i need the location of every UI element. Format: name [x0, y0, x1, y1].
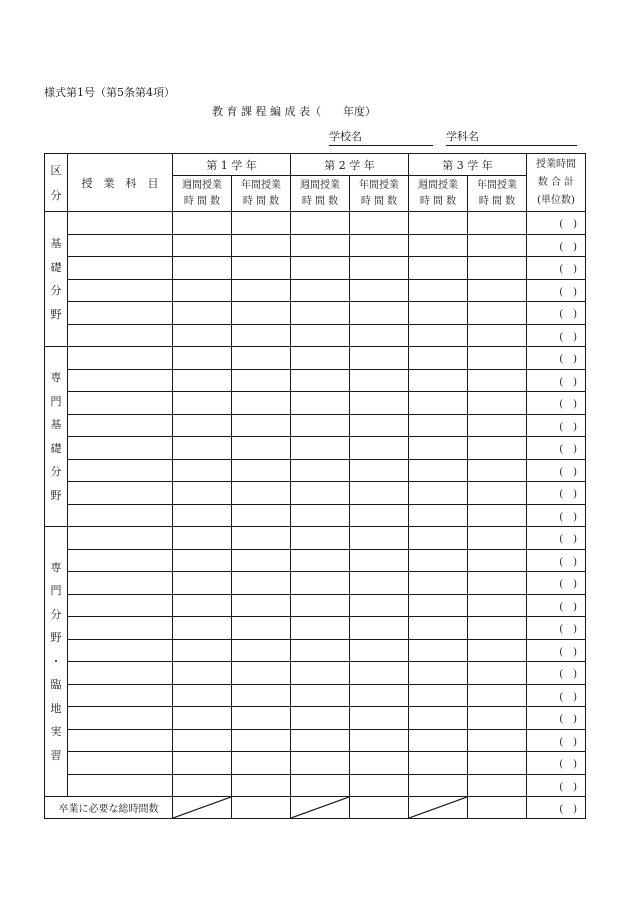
hours-cell[interactable] [173, 594, 232, 617]
hours-cell[interactable] [291, 527, 350, 550]
hours-cell[interactable] [173, 639, 232, 662]
hours-cell[interactable] [232, 212, 291, 235]
table-row [45, 774, 586, 797]
subject-cell[interactable] [68, 369, 173, 392]
subject-cell[interactable] [68, 212, 173, 235]
header-year-1: 第 1 学 年 [173, 154, 291, 176]
hours-cell[interactable] [468, 729, 527, 752]
table-row [45, 527, 586, 550]
hours-cell[interactable] [173, 324, 232, 347]
hours-cell[interactable] [468, 752, 527, 775]
hours-cell[interactable] [350, 707, 409, 730]
hours-cell[interactable] [468, 639, 527, 662]
total-units-cell[interactable]: ( ) [527, 482, 586, 505]
subject-cell[interactable] [68, 279, 173, 302]
hours-cell[interactable] [409, 212, 468, 235]
document-title: 教 育 課 程 編 成 表（ 年度） [212, 105, 376, 118]
total-units-cell[interactable]: ( ) [527, 752, 586, 775]
hours-cell[interactable] [409, 482, 468, 505]
hours-cell[interactable] [409, 257, 468, 280]
subject-cell[interactable] [68, 257, 173, 280]
header-weekly-hours: 週間授業 時 間 数 [173, 176, 232, 212]
hours-cell[interactable] [291, 347, 350, 370]
hours-cell[interactable] [232, 279, 291, 302]
hours-cell[interactable] [291, 594, 350, 617]
subject-cell[interactable] [68, 414, 173, 437]
subject-cell[interactable] [68, 572, 173, 595]
hours-cell[interactable] [291, 392, 350, 415]
hours-cell[interactable] [173, 617, 232, 640]
hours-cell[interactable] [468, 392, 527, 415]
hours-cell[interactable] [350, 414, 409, 437]
table-row [45, 302, 586, 325]
total-units-cell[interactable]: ( ) [527, 212, 586, 235]
subject-cell[interactable] [68, 347, 173, 370]
hours-cell[interactable] [291, 752, 350, 775]
subject-cell[interactable] [68, 594, 173, 617]
hours-cell[interactable] [173, 437, 232, 460]
hours-cell[interactable] [409, 617, 468, 640]
annual-hours-total-cell[interactable] [232, 797, 291, 819]
hours-cell[interactable] [173, 414, 232, 437]
hours-cell[interactable] [468, 279, 527, 302]
subject-cell[interactable] [68, 752, 173, 775]
total-units-cell[interactable]: ( ) [527, 774, 586, 797]
table-row [45, 212, 586, 235]
hours-cell[interactable] [350, 617, 409, 640]
subject-cell[interactable] [68, 662, 173, 685]
hours-cell[interactable] [468, 302, 527, 325]
table-row [45, 369, 586, 392]
hours-cell[interactable] [291, 572, 350, 595]
hours-cell[interactable] [350, 279, 409, 302]
hours-cell[interactable] [409, 684, 468, 707]
subject-cell[interactable] [68, 729, 173, 752]
hours-cell[interactable] [468, 572, 527, 595]
graduation-units-cell[interactable]: ( ) [527, 797, 586, 819]
hours-cell[interactable] [350, 302, 409, 325]
hours-cell[interactable] [350, 324, 409, 347]
table-row [45, 684, 586, 707]
hours-cell[interactable] [350, 774, 409, 797]
hours-cell[interactable] [468, 414, 527, 437]
header-weekly-hours: 週間授業 時 間 数 [291, 176, 350, 212]
hours-cell[interactable] [468, 212, 527, 235]
hours-cell[interactable] [409, 504, 468, 527]
total-units-cell[interactable]: ( ) [527, 324, 586, 347]
hours-cell[interactable] [173, 549, 232, 572]
table-row [45, 257, 586, 280]
hours-cell[interactable] [291, 504, 350, 527]
hours-cell[interactable] [409, 774, 468, 797]
table-row [45, 437, 586, 460]
hours-cell[interactable] [350, 392, 409, 415]
total-units-cell[interactable]: ( ) [527, 617, 586, 640]
table-row [45, 279, 586, 302]
subject-cell[interactable] [68, 302, 173, 325]
subject-cell[interactable] [68, 617, 173, 640]
hours-cell[interactable] [291, 257, 350, 280]
subject-cell[interactable] [68, 707, 173, 730]
hours-cell[interactable] [468, 234, 527, 257]
hours-cell[interactable] [232, 459, 291, 482]
hours-cell[interactable] [291, 437, 350, 460]
total-units-cell[interactable]: ( ) [527, 639, 586, 662]
department-name-field[interactable]: 学科名 [446, 130, 577, 146]
table-row [45, 459, 586, 482]
curriculum-table [44, 153, 586, 819]
subject-cell[interactable] [68, 504, 173, 527]
hours-cell[interactable] [350, 212, 409, 235]
hours-cell[interactable] [173, 482, 232, 505]
hours-cell[interactable] [173, 234, 232, 257]
table-row [45, 639, 586, 662]
hours-cell[interactable] [173, 279, 232, 302]
table-row [45, 414, 586, 437]
total-units-cell[interactable]: ( ) [527, 662, 586, 685]
hours-cell[interactable] [232, 572, 291, 595]
hours-cell[interactable] [232, 504, 291, 527]
hours-cell[interactable] [232, 324, 291, 347]
diagonal-slash-cell [173, 797, 232, 819]
annual-hours-total-cell[interactable] [350, 797, 409, 819]
hours-cell[interactable] [350, 639, 409, 662]
hours-cell[interactable] [409, 594, 468, 617]
hours-cell[interactable] [232, 662, 291, 685]
hours-cell[interactable] [232, 369, 291, 392]
hours-cell[interactable] [173, 684, 232, 707]
hours-cell[interactable] [232, 414, 291, 437]
hours-cell[interactable] [468, 684, 527, 707]
hours-cell[interactable] [468, 504, 527, 527]
hours-cell[interactable] [232, 752, 291, 775]
subject-cell[interactable] [68, 482, 173, 505]
header-annual-hours: 年間授業 時 間 数 [468, 176, 527, 212]
header-weekly-hours: 週間授業 時 間 数 [409, 176, 468, 212]
total-units-cell[interactable]: ( ) [527, 459, 586, 482]
hours-cell[interactable] [350, 234, 409, 257]
section-category-1: 基 礎 分 野 [45, 212, 68, 347]
hours-cell[interactable] [232, 774, 291, 797]
total-units-cell[interactable]: ( ) [527, 504, 586, 527]
hours-cell[interactable] [409, 279, 468, 302]
hours-cell[interactable] [350, 594, 409, 617]
hours-cell[interactable] [173, 302, 232, 325]
hours-cell[interactable] [409, 752, 468, 775]
total-units-cell[interactable]: ( ) [527, 684, 586, 707]
hours-cell[interactable] [350, 527, 409, 550]
total-units-cell[interactable]: ( ) [527, 392, 586, 415]
hours-cell[interactable] [409, 639, 468, 662]
subject-cell[interactable] [68, 324, 173, 347]
hours-cell[interactable] [350, 437, 409, 460]
hours-cell[interactable] [232, 392, 291, 415]
hours-cell[interactable] [291, 302, 350, 325]
hours-cell[interactable] [350, 347, 409, 370]
hours-cell[interactable] [173, 257, 232, 280]
total-units-cell[interactable]: ( ) [527, 594, 586, 617]
diagonal-slash-cell [409, 797, 468, 819]
form-number-label: 様式第1号（第5条第4項） [44, 86, 175, 99]
hours-cell[interactable] [291, 707, 350, 730]
hours-cell[interactable] [468, 482, 527, 505]
total-units-cell[interactable]: ( ) [527, 347, 586, 370]
hours-cell[interactable] [232, 639, 291, 662]
total-units-cell[interactable]: ( ) [527, 572, 586, 595]
table-row [45, 234, 586, 257]
section-category-2: 専 門 基 礎 分 野 [45, 347, 68, 527]
hours-cell[interactable] [232, 437, 291, 460]
hours-cell[interactable] [291, 234, 350, 257]
hours-cell[interactable] [232, 617, 291, 640]
graduation-total-row [45, 797, 586, 819]
total-units-cell[interactable]: ( ) [527, 234, 586, 257]
table-row [45, 752, 586, 775]
hours-cell[interactable] [291, 774, 350, 797]
hours-cell[interactable] [468, 774, 527, 797]
hours-cell[interactable] [468, 707, 527, 730]
hours-cell[interactable] [232, 549, 291, 572]
hours-cell[interactable] [409, 414, 468, 437]
total-units-cell[interactable]: ( ) [527, 437, 586, 460]
hours-cell[interactable] [468, 527, 527, 550]
hours-cell[interactable] [291, 482, 350, 505]
hours-cell[interactable] [173, 752, 232, 775]
hours-cell[interactable] [409, 234, 468, 257]
header-annual-hours: 年間授業 時 間 数 [232, 176, 291, 212]
subject-cell[interactable] [68, 392, 173, 415]
hours-cell[interactable] [232, 594, 291, 617]
hours-cell[interactable] [409, 707, 468, 730]
header-year-2: 第 2 学 年 [291, 154, 409, 176]
hours-cell[interactable] [173, 212, 232, 235]
hours-cell[interactable] [409, 347, 468, 370]
total-units-cell[interactable]: ( ) [527, 729, 586, 752]
table-row [45, 347, 586, 370]
hours-cell[interactable] [173, 504, 232, 527]
total-units-cell[interactable]: ( ) [527, 414, 586, 437]
hours-cell[interactable] [173, 729, 232, 752]
subject-cell[interactable] [68, 774, 173, 797]
hours-cell[interactable] [468, 617, 527, 640]
hours-cell[interactable] [468, 347, 527, 370]
hours-cell[interactable] [350, 482, 409, 505]
hours-cell[interactable] [409, 392, 468, 415]
hours-cell[interactable] [291, 279, 350, 302]
table-row [45, 662, 586, 685]
hours-cell[interactable] [291, 324, 350, 347]
hours-cell[interactable] [232, 729, 291, 752]
table-row [45, 482, 586, 505]
hours-cell[interactable] [468, 594, 527, 617]
school-name-field[interactable]: 学校名 [329, 130, 433, 146]
table-row [45, 504, 586, 527]
total-units-cell[interactable]: ( ) [527, 257, 586, 280]
hours-cell[interactable] [350, 549, 409, 572]
hours-cell[interactable] [291, 617, 350, 640]
hours-cell[interactable] [173, 392, 232, 415]
subject-cell[interactable] [68, 437, 173, 460]
hours-cell[interactable] [350, 752, 409, 775]
hours-cell[interactable] [468, 459, 527, 482]
hours-cell[interactable] [409, 324, 468, 347]
table-row [45, 572, 586, 595]
diagonal-slash-cell [291, 797, 350, 819]
header-annual-hours: 年間授業 時 間 数 [350, 176, 409, 212]
table-row [45, 324, 586, 347]
subject-cell[interactable] [68, 527, 173, 550]
hours-cell[interactable] [291, 662, 350, 685]
total-units-cell[interactable]: ( ) [527, 707, 586, 730]
hours-cell[interactable] [409, 662, 468, 685]
total-units-cell[interactable]: ( ) [527, 527, 586, 550]
total-units-cell[interactable]: ( ) [527, 549, 586, 572]
subject-cell[interactable] [68, 234, 173, 257]
table-row [45, 549, 586, 572]
hours-cell[interactable] [232, 257, 291, 280]
hours-cell[interactable] [232, 684, 291, 707]
table-row [45, 729, 586, 752]
hours-cell[interactable] [173, 707, 232, 730]
hours-cell[interactable] [232, 302, 291, 325]
hours-cell[interactable] [409, 572, 468, 595]
hours-cell[interactable] [291, 549, 350, 572]
hours-cell[interactable] [291, 212, 350, 235]
hours-cell[interactable] [232, 707, 291, 730]
hours-cell[interactable] [409, 437, 468, 460]
hours-cell[interactable] [291, 369, 350, 392]
hours-cell[interactable] [173, 369, 232, 392]
hours-cell[interactable] [173, 459, 232, 482]
hours-cell[interactable] [173, 774, 232, 797]
hours-cell[interactable] [291, 639, 350, 662]
subject-cell[interactable] [68, 684, 173, 707]
total-units-cell[interactable]: ( ) [527, 369, 586, 392]
table-row [45, 392, 586, 415]
annual-hours-total-cell[interactable] [468, 797, 527, 819]
hours-cell[interactable] [232, 347, 291, 370]
hours-cell[interactable] [409, 302, 468, 325]
table-row [45, 594, 586, 617]
hours-cell[interactable] [173, 572, 232, 595]
hours-cell[interactable] [173, 662, 232, 685]
total-units-cell[interactable]: ( ) [527, 279, 586, 302]
hours-cell[interactable] [468, 324, 527, 347]
hours-cell[interactable] [350, 729, 409, 752]
hours-cell[interactable] [350, 257, 409, 280]
hours-cell[interactable] [350, 572, 409, 595]
hours-cell[interactable] [468, 549, 527, 572]
graduation-total-label: 卒業に必要な総時間数 [45, 797, 173, 819]
hours-cell[interactable] [409, 369, 468, 392]
hours-cell[interactable] [350, 504, 409, 527]
hours-cell[interactable] [350, 662, 409, 685]
hours-cell[interactable] [291, 684, 350, 707]
subject-cell[interactable] [68, 549, 173, 572]
hours-cell[interactable] [468, 437, 527, 460]
subject-cell[interactable] [68, 639, 173, 662]
hours-cell[interactable] [468, 662, 527, 685]
header-year-3: 第 3 学 年 [409, 154, 527, 176]
section-category-3: 専 門 分 野 ・ 臨 地 実 習 [45, 527, 68, 797]
hours-cell[interactable] [232, 527, 291, 550]
hours-cell[interactable] [468, 369, 527, 392]
hours-cell[interactable] [350, 684, 409, 707]
hours-cell[interactable] [232, 234, 291, 257]
hours-cell[interactable] [409, 459, 468, 482]
hours-cell[interactable] [409, 549, 468, 572]
header-subject-cell: 授 業 科 目 [68, 154, 173, 212]
hours-cell[interactable] [350, 369, 409, 392]
header-category-cell: 区 分 [45, 154, 68, 212]
hours-cell[interactable] [173, 527, 232, 550]
header-total-hours-cell: 授業時間 数 合 計 (単位数) [527, 154, 586, 212]
hours-cell[interactable] [232, 482, 291, 505]
subject-cell[interactable] [68, 459, 173, 482]
table-row [45, 617, 586, 640]
hours-cell[interactable] [291, 414, 350, 437]
hours-cell[interactable] [173, 347, 232, 370]
total-units-cell[interactable]: ( ) [527, 302, 586, 325]
hours-cell[interactable] [468, 257, 527, 280]
hours-cell[interactable] [350, 459, 409, 482]
hours-cell[interactable] [291, 729, 350, 752]
hours-cell[interactable] [291, 459, 350, 482]
hours-cell[interactable] [409, 527, 468, 550]
table-row [45, 707, 586, 730]
hours-cell[interactable] [409, 729, 468, 752]
